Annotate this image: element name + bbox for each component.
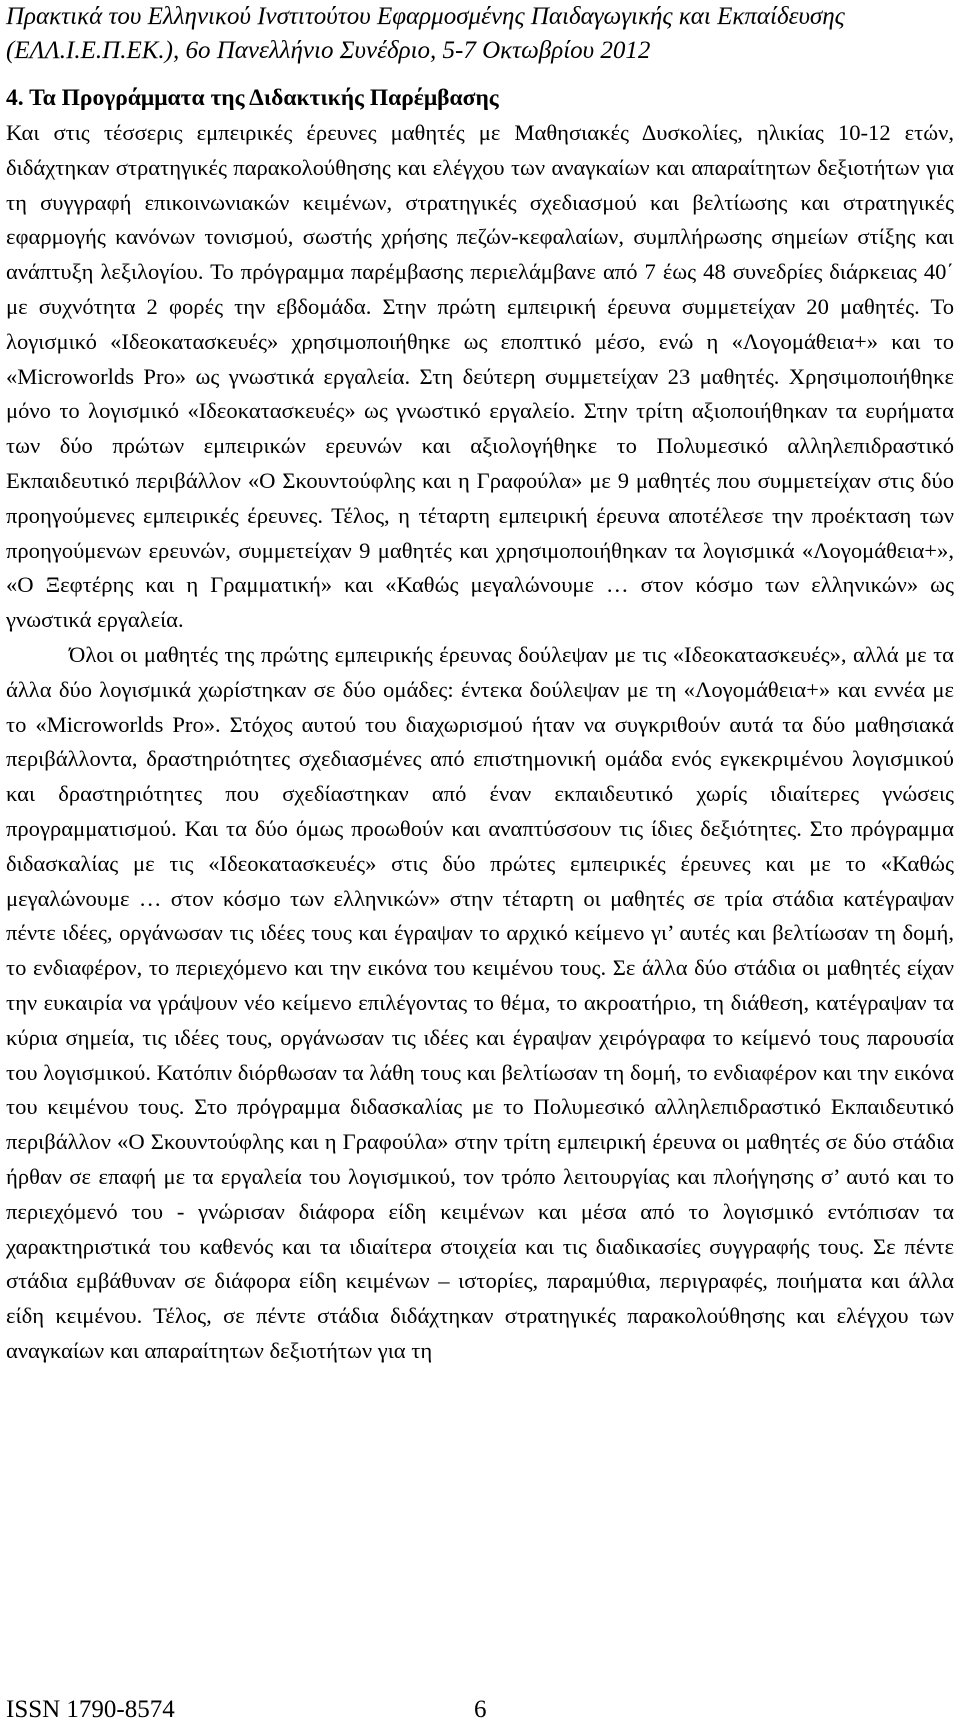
header-line-2: (ΕΛΛ.Ι.Ε.Π.ΕΚ.), 6ο Πανελλήνιο Συνέδριο, 5-7 Οκτωβρίου 2012 — [6, 37, 651, 64]
issn-label: ISSN 1790-8574 — [6, 1696, 175, 1723]
page-number: 6 — [474, 1696, 487, 1723]
section-heading: 4. Τα Προγράμματα της Διδακτικής Παρέμβασης — [6, 85, 499, 111]
page-footer — [6, 1693, 954, 1727]
paragraph-1: Και στις τέσσερις εμπειρικές έρευνες μαθητές με Μαθησιακές Δυσκολίες, ηλικίας 10-12 ετών, διδάχτηκαν στρατηγικές παρακολούθησης και ελέγχου των αναγκαίων και απαραίτητων δεξιοτήτων για τη συγγραφή επικοινωνιακών κειμένων, στρατηγικές σχεδιασμού και βελτίωσης και στρατηγικές εφαρμογής κανόνων τονισμού, σωστής χρήσης πεζών-κεφαλαίων, συμπλήρωσης σημείων στίξης και ανάπτυξη λεξιλογίου. Το πρόγραμμα παρέμβασης περιελάμβανε από 7 έως 48 συνεδρίες διάρκειας 40΄ με συχνότητα 2 φορές την εβδομάδα. Στην πρώτη εμπειρική έρευνα συμμετείχαν 20 μαθητές. Το λογισμικό «Ιδεοκατασκευές» χρησιμοποιήθηκε ως εποπτικό μέσο, ενώ η «Λογομάθεια+» και το «Microworlds Pro» ως γνωστικά εργαλεία. Στη δεύτερη συμμετείχαν 23 μαθητές. Χρησιμοποιήθηκε μόνο το λογισμικό «Ιδεοκατασκευές» ως γνωστικό εργαλείο. Στην τρίτη αξιοποιήθηκαν τα ευρήματα των δύο πρώτων εμπειρικών ερευνών και αξιολογήθηκε το Πολυμεσικό αλληλεπιδραστικό Εκπαιδευτικό περιβάλλον «Ο Σκουντούφλης και η Γραφούλα» με 9 μαθητές που συμμετείχαν στις δύο προηγούμενες εμπειρικές έρευνες. Τέλος, η τέταρτη εμπειρική έρευνα αποτέλεσε την προέκταση των προηγούμενων ερευνών, συμμετείχαν 9 μαθητές και χρησιμοποιήθηκαν τα λογισμικά «Λογομάθεια+», «Ο Ξεφτέρης και η Γραμματική» και «Καθώς μεγαλώνουμε … στον κόσμο των ελληνικών» ως γνωστικά εργαλεία. — [6, 120, 954, 633]
paragraph-2: Όλοι οι μαθητές της πρώτης εμπειρικής έρευνας δούλεψαν με τις «Ιδεοκατασκευές», αλλά με τα άλλα δύο λογισμικά χωρίστηκαν σε δύο ομάδες: έντεκα δούλεψαν με τη «Λογομάθεια+» και εννέα με το «Microworlds Pro». Στόχος αυτού του διαχωρισμού ήταν να συγκριθούν αυτά τα δύο μαθησιακά περιβάλλοντα, δραστηριότητες σχεδιασμένες από επιστημονική ομάδα ενός εγκεκριμένου λογισμικού και δραστηριότητες που σχεδίαστηκαν από έναν εκπαιδευτικό χωρίς ιδιαίτερες γνώσεις προγραμματισμού. Και τα δύο όμως προωθούν και αναπτύσσουν τις ίδιες δεξιότητες. Στο πρόγραμμα διδασκαλίας με τις «Ιδεοκατασκευές» στις δύο πρώτες εμπειρικές έρευνες και με το «Καθώς μεγαλώνουμε … στον κόσμο των ελληνικών» στην τέταρτη οι μαθητές σε τρία στάδια κατέγραψαν πέντε ιδέες, οργάνωσαν τις ιδέες τους και έγραψαν το αρχικό κείμενο γι’ αυτές και βελτίωσαν τη δομή, το ενδιαφέρον, το περιεχόμενο και την εικόνα του κειμένου τους. Σε άλλα δύο στάδια οι μαθητές είχαν την ευκαιρία να γράψουν νέο κείμενο επιλέγοντας το θέμα, το ακροατήριο, τη διάθεση, κατέγραψαν τα κύρια σημεία, τις ιδέες τους, οργάνωσαν τις ιδέες και έγραψαν χειρόγραφα το κείμενό τους παρουσία του λογισμικού. Κατόπιν διόρθωσαν τα λάθη τους και βελτίωσαν τη δομή, το ενδιαφέρον και την εικόνα του κειμένου τους. Στο πρόγραμμα διδασκαλίας με το Πολυμεσικό αλληλεπιδραστικό Εκπαιδευτικό περιβάλλον «Ο Σκουντούφλης και η Γραφούλα» στην τρίτη εμπειρική έρευνα οι μαθητές σε δύο στάδια ήρθαν σε επαφή με τα εργαλεία του λογισμικού, τον τρόπο λειτουργίας και πλοήγησης σ’ αυτό και το περιεχόμενό του - γνώρισαν διάφορα είδη κειμένων και μέσα από το λογισμικό εντόπισαν τα χαρακτηριστικά του καθενός και τα ιδιαίτερα στοιχεία και τις διαδικασίες συγγραφής τους. Σε πέντε στάδια εμβάθυναν σε διάφορα είδη κειμένων – ιστορίες, παραμύθια, περιγραφές, ποιήματα και άλλα είδη κειμένου. Τέλος, σε πέντε στάδια διδάχτηκαν στρατηγικές παρακολούθησης και ελέγχου των αναγκαίων και απαραίτητων δεξιοτήτων για τη — [6, 641, 954, 1363]
header-line-1: Πρακτικά του Ελληνικού Ινστιτούτου Εφαρμοσμένης Παιδαγωγικής και Εκπαίδευσης — [6, 3, 845, 30]
running-header — [6, 0, 954, 68]
